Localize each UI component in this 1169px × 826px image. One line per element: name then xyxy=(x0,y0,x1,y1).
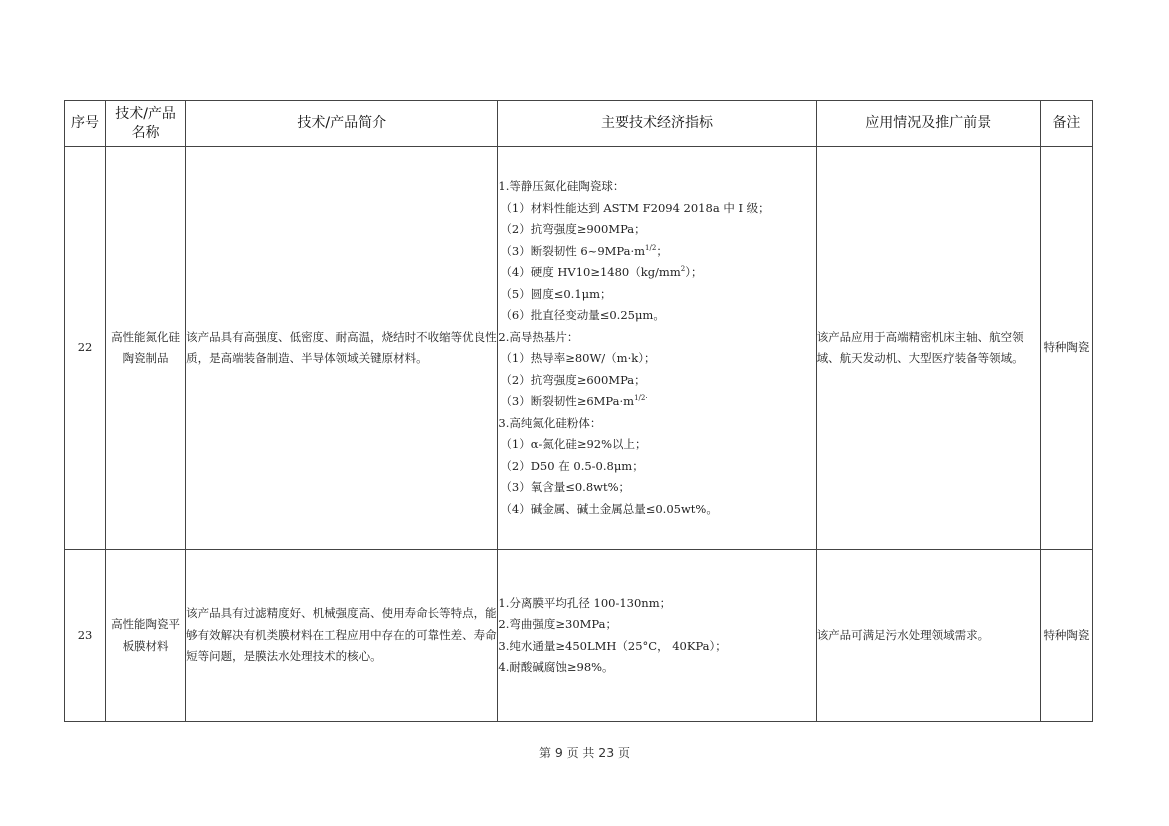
spec-line: 1.分离膜平均孔径 100-130nm； xyxy=(498,595,672,610)
table-row xyxy=(65,147,1093,550)
header-product-name-text: 技术/产品名称 xyxy=(115,105,176,141)
spec-line: （1）α-氮化硅≥92%以上； xyxy=(500,437,647,451)
spec-line: 2.弯曲强度≥30MPa； xyxy=(498,617,617,631)
spec-line: （1）热导率≥80W/（m·k）； xyxy=(500,351,656,365)
row-main-indicators xyxy=(498,550,816,722)
row-serial-no: 23 xyxy=(65,550,106,722)
header-application-prospects: 应用情况及推广前景 xyxy=(816,101,1040,147)
spec-text: （3）断裂韧性≥6MPa·m xyxy=(500,394,635,408)
footer-suffix: 页 xyxy=(618,746,631,760)
technology-product-table xyxy=(64,100,1093,722)
spec-line: 3.纯水通量≥450LMH（25°C， 40KPa）； xyxy=(498,638,727,653)
row-application-prospects: 该产品可满足污水处理领域需求。 xyxy=(816,550,1040,722)
header-product-description: 技术/产品简介 xyxy=(186,101,498,147)
spec-text: （4）硬度 HV10≥1480（kg/mm xyxy=(500,265,681,279)
header-product-name xyxy=(106,101,186,147)
spec-line: （2）抗弯强度≥600MPa； xyxy=(500,372,646,387)
spec-line: （6）批直径变动量≤0.25μm。 xyxy=(500,308,665,322)
spec-superscript: 2 xyxy=(680,265,686,274)
spec-line: （5）圆度≤0.1μm； xyxy=(500,286,612,301)
spec-line xyxy=(498,241,815,263)
spec-line: （4）碱金属、碱土金属总量≤0.05wt%。 xyxy=(500,501,718,516)
row-product-description: 该产品具有高强度、低密度、耐高温，烧结时不收缩等优良性质，是高端装备制造、半导体领域关键原材料。 xyxy=(186,147,498,550)
spec-line: （1）材料性能达到 ASTM F2094 2018a 中 I 级； xyxy=(500,200,770,215)
spec-line: 2.高导热基片： xyxy=(498,329,579,344)
spec-line: 3.高纯氮化硅粉体： xyxy=(498,415,602,430)
table-row xyxy=(65,550,1093,722)
spec-line: （2）抗弯强度≥900MPa； xyxy=(500,222,646,236)
footer-middle: 页 共 xyxy=(566,746,595,760)
table-header-row xyxy=(65,101,1093,147)
row-product-name: 高性能氮化硅陶瓷制品 xyxy=(106,147,186,550)
row-application-prospects: 该产品应用于高端精密机床主轴、航空领域、航天发动机、大型医疗装备等领域。 xyxy=(816,147,1040,550)
spec-line: （3）氧含量≤0.8wt%； xyxy=(500,480,631,494)
spec-text: （3）断裂韧性 6~9MPa·m xyxy=(500,243,646,258)
header-main-indicators: 主要技术经济指标 xyxy=(498,101,816,147)
total-page-count: 23 xyxy=(598,745,615,760)
row-main-indicators xyxy=(498,147,816,550)
spec-text-tail: ）； xyxy=(685,265,703,279)
row-remarks: 特种陶瓷 xyxy=(1040,550,1092,722)
row-serial-no: 22 xyxy=(65,147,106,550)
footer-prefix: 第 xyxy=(538,746,551,760)
page-footer xyxy=(0,744,1169,761)
spec-line: （2）D50 在 0.5-0.8μm； xyxy=(500,458,644,473)
spec-line xyxy=(498,262,815,284)
spec-line xyxy=(498,391,815,413)
current-page-number: 9 xyxy=(554,745,563,760)
row-product-name: 高性能陶瓷平板膜材料 xyxy=(106,550,186,722)
spec-text-tail: ； xyxy=(656,243,668,258)
row-product-description: 该产品具有过滤精度好、机械强度高、使用寿命长等特点，能够有效解决有机类膜材料在工程应用中存在的可靠性差、寿命短等问题，是膜法水处理技术的核心。 xyxy=(186,550,498,722)
header-serial-no: 序号 xyxy=(65,101,106,147)
header-remarks: 备注 xyxy=(1040,101,1092,147)
spec-superscript: 1/2· xyxy=(634,394,648,403)
spec-line: 4.耐酸碱腐蚀≥98%。 xyxy=(498,660,614,674)
row-remarks: 特种陶瓷 xyxy=(1040,147,1092,550)
spec-line: 1.等静压氮化硅陶瓷球： xyxy=(498,179,625,193)
spec-superscript: 1/2 xyxy=(645,243,657,252)
